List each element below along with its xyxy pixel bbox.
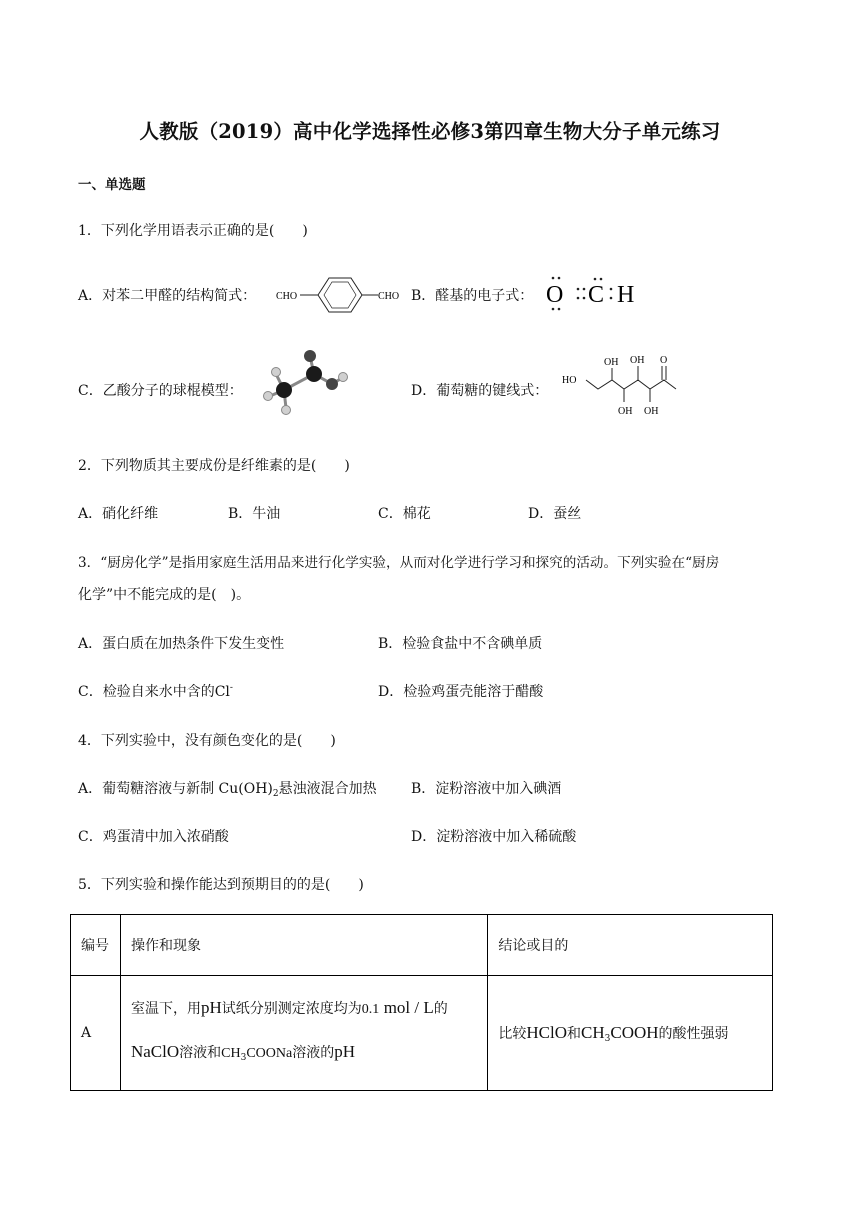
q3-option-c	[78, 681, 233, 701]
hydroxyl-label: HO	[562, 375, 577, 386]
electron-dot	[577, 297, 580, 300]
oxygen-symbol: O	[546, 282, 564, 308]
q3-option-d: D．检验鸡蛋壳能溶于醋酸	[378, 684, 544, 700]
cho-left-label: CHO	[276, 291, 298, 302]
benzene-inner-ring	[324, 282, 356, 308]
text-span: 溶液和	[179, 1045, 222, 1061]
text-span: 室温下，用	[130, 1001, 201, 1017]
operation-line-2	[131, 1040, 477, 1070]
q1-option-a	[78, 285, 256, 305]
terephthalaldehyde-structure	[268, 270, 404, 318]
hydroxyl-label: OH	[630, 355, 645, 366]
naclo-formula: NaClO	[130, 1042, 180, 1061]
chloride-charge: -	[229, 683, 233, 693]
header-cell-conclusion: 结论或目的	[488, 915, 773, 976]
hydroxyl-label: OH	[604, 357, 619, 368]
table-header-row	[71, 915, 773, 976]
hydrogen-atom	[272, 368, 281, 377]
row-id-cell: A	[71, 976, 121, 1091]
ph-term: pH	[334, 1042, 355, 1061]
ch3cooh-formula-end: COOH	[610, 1022, 659, 1042]
electron-dot	[558, 308, 561, 311]
hydroxyl-label: OH	[618, 406, 633, 417]
electron-dot	[583, 288, 586, 291]
text-span: 比较	[498, 1025, 527, 1042]
q2-option-d: D．蚕丝	[528, 506, 582, 522]
hydrogen-atom	[339, 373, 348, 382]
hclo-formula: HClO	[526, 1022, 567, 1042]
hydrogen-atom	[282, 406, 291, 415]
electron-dot	[594, 278, 597, 281]
benzene-ring	[318, 278, 362, 312]
q1-option-a-text: A．对苯二甲醛的结构简式：	[78, 288, 257, 304]
electron-dot	[600, 278, 603, 281]
formula-subscript: 3	[604, 1033, 611, 1044]
electron-dot	[610, 288, 613, 291]
carbonyl-o-label: O	[660, 355, 668, 366]
q4-option-b: B．淀粉溶液中加入碘酒	[411, 781, 562, 797]
q2-option-c: C．棉花	[378, 506, 431, 522]
q3-option-a: A．蛋白质在加热条件下发生变性	[78, 636, 285, 652]
q3-option-b: B．检验食盐中不含碘单质	[378, 636, 543, 652]
question-3-stem-line1: 3．“厨房化学”是指用家庭生活用品来进行化学实验，从而对化学进行学习和探究的活动。下列实验在“厨房	[78, 555, 720, 571]
q2-option-a: A．硝化纤维	[78, 506, 159, 522]
row-operation-cell	[120, 976, 487, 1091]
page-title: 人教版（2019）高中化学选择性必修3第四章生物大分子单元练习	[139, 120, 721, 143]
carbon-symbol: C	[588, 282, 605, 308]
cho-right-label: CHO	[378, 291, 400, 302]
question-2-stem: 2．下列物质其主要成份是纤维素的是( )	[78, 458, 350, 474]
text-span: 的	[433, 1001, 448, 1017]
concentration-value: 0.1	[361, 1002, 380, 1017]
q1-option-c: C．乙酸分子的球棍模型：	[78, 383, 243, 399]
acetic-acid-ball-stick-model	[256, 348, 348, 418]
electron-dot	[552, 308, 555, 311]
q3-option-c-text: C．检验自来水中含的Cl	[78, 684, 230, 700]
concentration-unit: mol / L	[383, 998, 434, 1017]
ch3coona-formula: CH	[221, 1046, 241, 1061]
electron-dot	[552, 277, 555, 280]
formula-subscript: 3	[240, 1053, 247, 1063]
row-conclusion-cell	[488, 976, 773, 1091]
aldehyde-electron-formula	[540, 274, 644, 314]
table-row	[71, 976, 773, 1091]
text-span: 溶液的	[292, 1045, 335, 1061]
hydrogen-atom	[264, 392, 273, 401]
ch3coona-formula-end: COONa	[246, 1046, 293, 1061]
electron-dot	[558, 277, 561, 280]
operation-line-1	[131, 996, 477, 1022]
q4-option-a-subscript: 2	[272, 789, 279, 799]
q4-option-c: C．鸡蛋清中加入浓硝酸	[78, 829, 229, 845]
header-cell-id: 编号	[71, 915, 121, 976]
electron-dot	[610, 297, 613, 300]
carbon-chain	[586, 380, 676, 389]
ch3cooh-formula: CH	[581, 1022, 605, 1042]
glucose-skeletal-formula	[558, 346, 698, 426]
oxygen-atom	[326, 378, 338, 390]
hydroxyl-label: OH	[644, 406, 659, 417]
electron-dot	[577, 288, 580, 291]
q4-option-d: D．淀粉溶液中加入稀硫酸	[411, 829, 577, 845]
hydrogen-symbol: H	[617, 282, 635, 308]
q4-option-a-text: A．葡萄糖溶液与新制 Cu(OH)	[78, 781, 273, 797]
q1-option-d: D．葡萄糖的键线式：	[411, 383, 549, 399]
q4-option-a	[78, 778, 377, 799]
oxygen-atom	[304, 350, 316, 362]
question-5-stem: 5．下列实验和操作能达到预期目的的是( )	[78, 877, 364, 893]
carbon-atom	[306, 366, 322, 382]
text-span: 试纸分别测定浓度均为	[221, 1001, 362, 1017]
carbon-atom	[276, 382, 292, 398]
question-1-stem: 1．下列化学用语表示正确的是( )	[78, 223, 308, 239]
section-heading: 一、单选题	[78, 177, 146, 193]
header-cell-operation: 操作和现象	[120, 915, 487, 976]
text-span: 和	[567, 1025, 581, 1042]
question-4-stem: 4．下列实验中，没有颜色变化的是( )	[78, 733, 336, 749]
experiment-table	[70, 914, 773, 1091]
q2-option-b: B．牛油	[228, 506, 281, 522]
text-span: 的酸性强弱	[658, 1025, 729, 1042]
q1-option-b: B．醛基的电子式：	[411, 288, 534, 304]
ph-term: pH	[200, 998, 222, 1017]
question-3-stem-line2: 化学”中不能完成的是( )。	[78, 587, 251, 603]
electron-dot	[583, 297, 586, 300]
q4-option-a-text-end: 悬浊液混合加热	[278, 781, 377, 797]
